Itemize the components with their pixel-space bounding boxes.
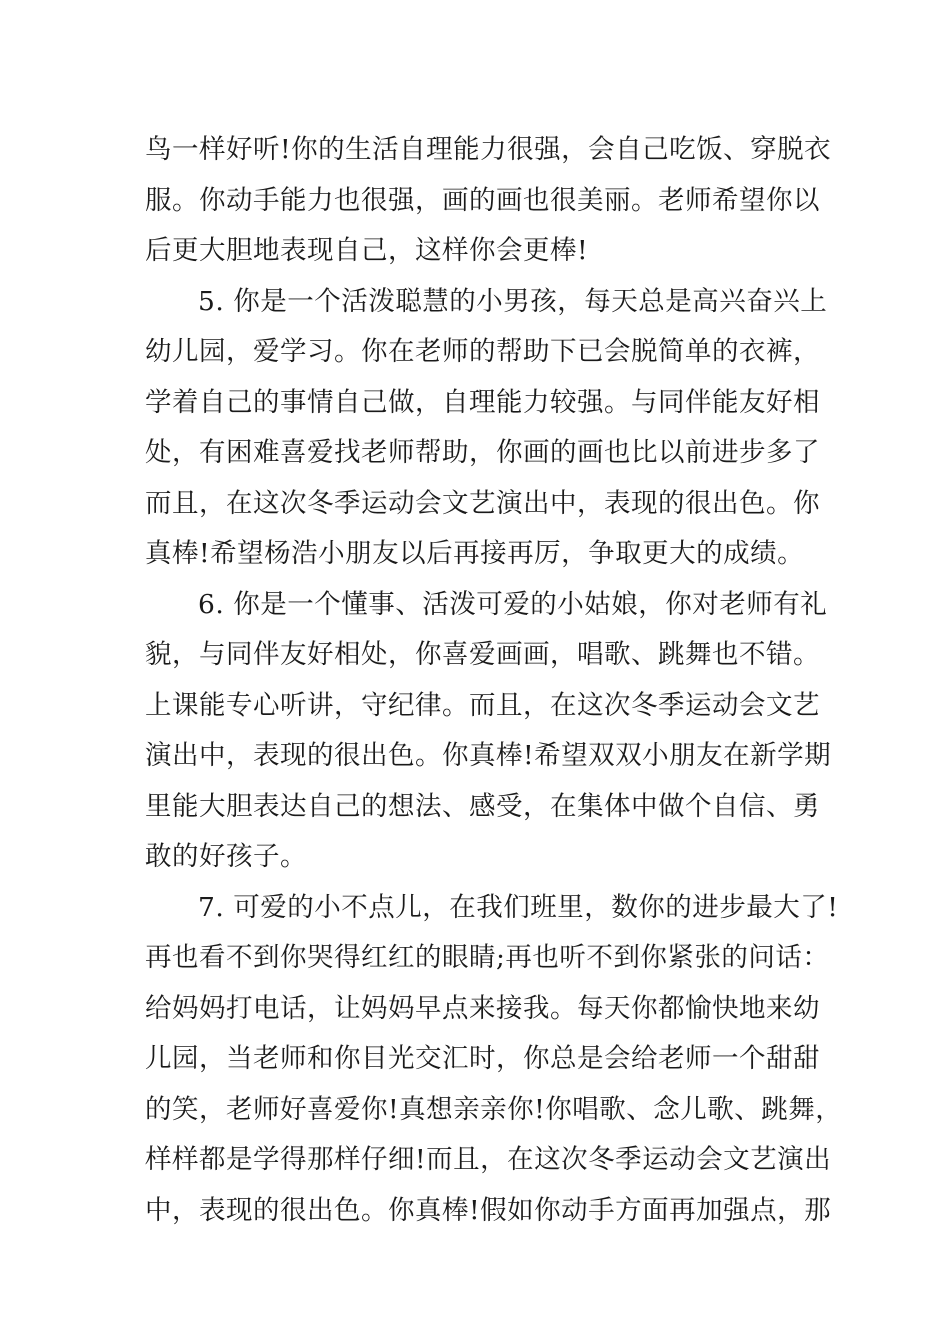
paragraph-line-first: 5. 你是一个活泼聪慧的小男孩，每天总是高兴奋兴上 [198,285,828,317]
paragraph-line: 的笑，老师好喜爱你!真想亲亲你!你唱歌、念儿歌、跳舞， [145,1093,843,1125]
paragraph-line: 真棒!希望杨浩小朋友以后再接再厉，争取更大的成绩。 [145,538,805,569]
paragraph-line: 后更大胆地表现自己，这样你会更棒! [145,235,589,266]
paragraph-line-first: 6. 你是一个懂事、活泼可爱的小姑娘，你对老师有礼 [198,588,828,620]
paragraph-line: 中，表现的很出色。你真棒!假如你动手方面再加强点，那 [145,1194,832,1226]
paragraph-line: 鸟一样好听!你的生活自理能力很强，会自己吃饭、穿脱衣 [145,134,832,165]
paragraph-line: 再也看不到你哭得红红的眼睛;再也听不到你紧张的问话： [145,942,830,973]
paragraph-line: 学着自己的事情自己做，自理能力较强。与同伴能友好相 [145,386,820,418]
document-body [145,125,843,1236]
paragraph-line: 里能大胆表达自己的想法、感受，在集体中做个自信、勇 [145,790,820,822]
paragraph-line: 样样都是学得那样仔细!而且，在这次冬季运动会文艺演出 [145,1144,832,1175]
paragraph-line: 而且，在这次冬季运动会文艺演出中，表现的很出色。你 [145,487,820,519]
paragraph-line: 幼儿园，爱学习。你在老师的帮助下已会脱简单的衣裤， [145,336,820,367]
paragraph-line: 服。你动手能力也很强，画的画也很美丽。老师希望你以 [145,184,820,216]
paragraph-line: 给妈妈打电话，让妈妈早点来接我。每天你都愉快地来幼 [145,992,820,1024]
paragraph-line: 敢的好孩子。 [145,841,307,872]
paragraph-line-first: 7. 可爱的小不点儿，在我们班里，数你的进步最大了! [198,891,839,923]
paragraph-line: 演出中，表现的很出色。你真棒!希望双双小朋友在新学期 [145,740,832,771]
paragraph-line: 貌，与同伴友好相处，你喜爱画画，唱歌、跳舞也不错。 [145,639,820,670]
paragraph-line: 上课能专心听讲，守纪律。而且，在这次冬季运动会文艺 [145,689,820,721]
paragraph-line: 儿园，当老师和你目光交汇时，你总是会给老师一个甜甜 [145,1043,820,1074]
paragraph-line: 处，有困难喜爱找老师帮助，你画的画也比以前进步多了 [145,437,820,468]
